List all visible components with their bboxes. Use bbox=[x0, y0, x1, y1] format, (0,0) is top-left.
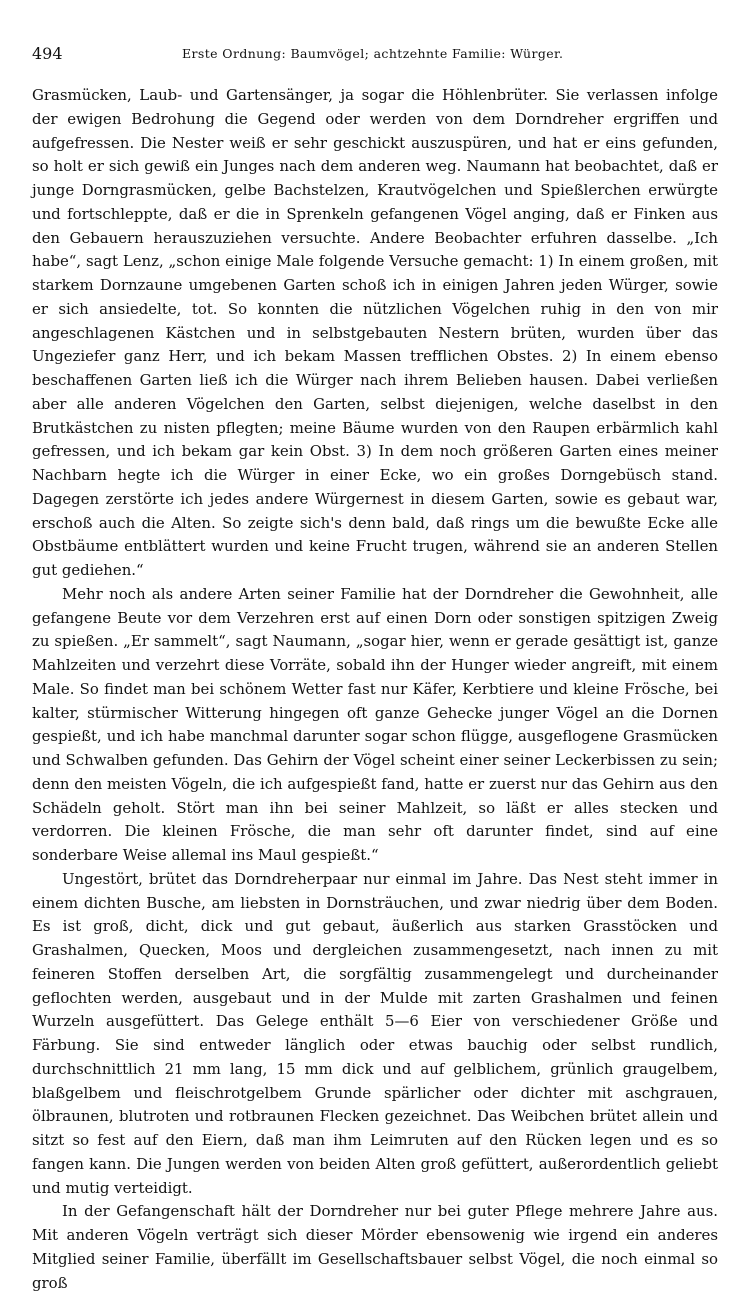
paragraph-4: In der Gefangenschaft hält der Dorndreher nur bei guter Pflege mehrere Jahre aus. Mit anderen Vögeln verträgt sich dieser Mörder ebensowenig wie irgend ein anderes Mitglied seiner Familie, überfällt im Gesellschaftsbauer selbst Vögel, die noch einmal so groß bbox=[32, 1202, 718, 1292]
body-text bbox=[32, 84, 718, 1295]
page-header bbox=[32, 44, 718, 70]
page-number: 494 bbox=[32, 44, 63, 63]
paragraph-2: Mehr noch als andere Arten seiner Familie hat der Dorndreher die Gewohnheit, alle gefangene Beute vor dem Verzehren erst auf einen Dorn oder sonstigen spitzigen Zweig zu spießen. „Er sammelt“, sagt Naumann, „sogar hier, wenn er gerade gesättigt ist, ganze Mahlzeiten und verzehrt diese Vorräte, sobald ihn der Hunger wieder angreift, mit einem Male. So findet man bei schönem Wetter fast nur Käfer, Kerbtiere und kleine Frösche, bei kalter, stürmischer Witterung hingegen oft ganze Gehecke junger Vögel an die Dornen gespießt, und ich habe manchmal darunter sogar schon flügge, ausgeflogene Grasmücken und Schwalben gefunden. Das Gehirn der Vögel scheint einer seiner Leckerbissen zu sein; denn den meisten Vögeln, die ich aufgespießt fand, hatte er zuerst nur das Gehirn aus den Schädeln geholt. Stört man ihn bei seiner Mahlzeit, so läßt er alles stecken und verdorren. Die kleinen Frösche, die man sehr oft darunter findet, sind auf eine sonderbare Weise allemal ins Maul gespießt.“ bbox=[32, 584, 718, 864]
running-head: Erste Ordnung: Baumvögel; achtzehnte Familie: Würger. bbox=[182, 46, 564, 61]
paragraph-3: Ungestört, brütet das Dorndreherpaar nur einmal im Jahre. Das Nest steht immer in einem dichten Busche, am liebsten in Dornsträuchen, und zwar niedrig über dem Boden. Es ist groß, dicht, dick und gut gebaut, äußerlich aus starken Grasstöcken und Grashalmen, Quecken, Moos und dergleichen zusammengesetzt, nach innen zu mit feineren Stoffen derselben Art, die sorgfältig zusammengelegt und durcheinander geflochten werden, ausgebaut und in der Mulde mit zarten Grashalmen und feinen Wurzeln ausgefüttert. Das Gelege enthält 5—6 Eier von verschiedener Größe und Färbung. Sie sind entweder länglich oder etwas bauchig oder selbst rundlich, durchschnittlich 21 mm lang, 15 mm dick und auf gelblichem, grünlich graugelbem, blaßgelbem und fleischrotgelbem Grunde spärlicher oder dichter mit aschgrauen, ölbraunen, blutroten und rotbraunen Flecken gezeichnet. Das Weibchen brütet allein und sitzt so fest auf den Eiern, daß man ihm Leimruten auf den Rücken legen und es so fangen kann. Die Jungen werden von beiden Alten groß gefüttert, außerordentlich geliebt und mutig verteidigt. bbox=[32, 869, 718, 1197]
paragraph-1: Grasmücken, Laub- und Gartensänger, ja sogar die Höhlenbrüter. Sie verlassen infolge der ewigen Bedrohung die Gegend oder werden von dem Dorndreher ergriffen und aufgefressen. Die Nester weiß er sehr geschickt auszuspüren, und hat er eins gefunden, so holt er sich gewiß ein Junges nach dem anderen weg. Naumann hat beobachtet, daß er junge Dorngrasmücken, gelbe Bachstelzen, Krautvögelchen und Spießlerchen erwürgte und fortschleppte, daß er die in Sprenkeln gefangenen Vögel anging, daß er Finken aus den Gebauern herauszuziehen versuchte. Andere Beobachter erfuhren dasselbe. „Ich habe“, sagt Lenz, „schon einige Male folgende Versuche gemacht: 1) In einem großen, mit starkem Dornzaune umgebenen Garten schoß ich in einigen Jahren jeden Würger, sowie er sich ansiedelte, tot. So konnten die nützlichen Vögelchen ruhig in den von mir angeschlagenen Kästchen und in selbstgebauten Nestern brüten, wurden über das Ungeziefer ganz Herr, und ich bekam Massen trefflichen Obstes. 2) In einem ebenso beschaffenen Garten ließ ich die Würger nach ihrem Belieben hausen. Dabei verließen aber alle anderen Vögelchen den Garten, selbst diejenigen, welche daselbst in den Brutkästchen zu nisten pflegten; meine Bäume wurden von den Raupen erbärmlich kahl gefressen, und ich bekam gar kein Obst. 3) In dem noch größeren Garten eines meiner Nachbarn hegte ich die Würger in einer Ecke, wo ein großes Dorngebüsch stand. Dagegen zerstörte ich jedes andere Würgernest in diesem Garten, sowie es gebaut war, erschoß auch die Alten. So zeigte sich's denn bald, daß rings um die bewußte Ecke alle Obstbäume entblättert wurden und keine Frucht trugen, während sie an anderen Stellen gut gediehen.“ bbox=[32, 86, 718, 579]
